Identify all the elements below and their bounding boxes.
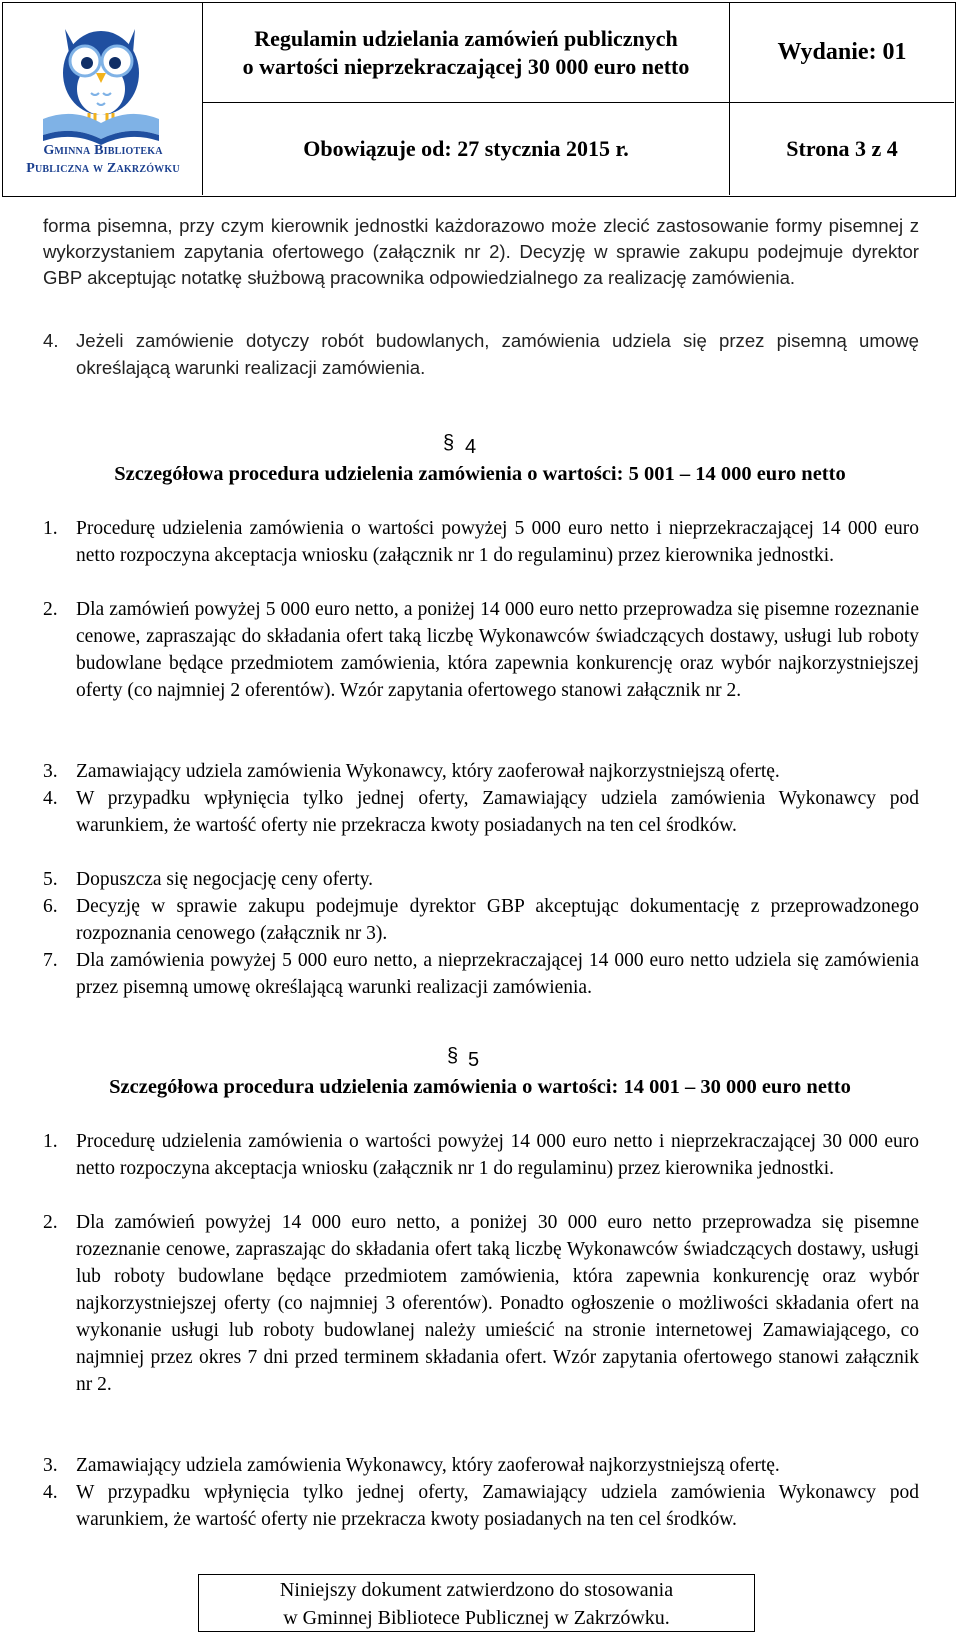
list-item bbox=[43, 866, 919, 893]
section-number: 4 bbox=[465, 436, 477, 458]
item-number: 4. bbox=[43, 1482, 58, 1503]
item-text: Procedurę udzielenia zamówienia o wartości powyżej 5 000 euro netto i nieprzekraczającej 14 000 euro netto rozpoczyna akceptacja wniosku (załącznik nr 1 do regulaminu) przez kierownika jednostki. bbox=[76, 518, 919, 566]
section-title: Szczegółowa procedura udzielenia zamówienia o wartości: 5 001 – 14 000 euro netto bbox=[114, 463, 846, 485]
list-item bbox=[43, 1479, 919, 1533]
item-text: W przypadku wpłynięcia tylko jednej oferty, Zamawiający udziela zamówienia Wykonawcy pod warunkiem, że wartość oferty nie przekracza kwoty posiadanych na ten cel środków. bbox=[76, 1482, 919, 1530]
logo-cell bbox=[3, 3, 203, 195]
item-number: 1. bbox=[43, 1131, 58, 1152]
item-text: Decyzję w sprawie zakupu podejmuje dyrektor GBP akceptując dokumentację z przeprowadzonego rozpoznania cenowego (załącznik nr 3). bbox=[76, 896, 919, 944]
item-number: 5. bbox=[43, 869, 58, 890]
section-symbol: § bbox=[447, 1045, 459, 1067]
logo-text-line1: Gminna Biblioteka bbox=[43, 143, 163, 158]
item-number: 3. bbox=[43, 1455, 58, 1476]
list-item bbox=[43, 893, 919, 947]
item-text: Jeżeli zamówienie dotyczy robót budowlanych, zamówienia udziela się przez pisemną umowę określającą warunki realizacji zamówienia. bbox=[76, 330, 919, 378]
item-number: 1. bbox=[43, 518, 58, 539]
item-number: 6. bbox=[43, 896, 58, 917]
owl-with-book-icon bbox=[3, 7, 203, 157]
logo-text-line2: Publiczna w Zakrzówku bbox=[26, 161, 180, 176]
list-item bbox=[43, 1452, 919, 1479]
item-number: 2. bbox=[43, 599, 58, 620]
continuation-paragraph: forma pisemna, przy czym kierownik jednostki każdorazowo może zlecić zastosowanie formy pisemnej z wykorzystaniem zapytania ofertowego (załącznik nr 2). Decyzję w sprawie zakupu podejmuje dyrektor GBP akceptując notatkę służbową pracownika odpowiedzialnego za realizację zamówienia. bbox=[43, 215, 919, 288]
list-item bbox=[43, 515, 919, 569]
item-text: Dla zamówień powyżej 14 000 euro netto, a poniżej 30 000 euro netto przeprowadza się pisemne rozeznanie cenowe, zapraszając do składania ofert taką liczbę Wykonawców świadczących dostawy, usługi lub roboty budowlane będące przedmiotem zamówienia, która zapewnia konkurencję oraz wybór najkorzystniejszej oferty (co najmniej 3 oferentów). Ponadto ogłoszenie o możliwości składania ofert na wykonanie usługi lub roboty budowlanej należy umieścić na stronie internetowej Zamawiającego, co najmniej przez okres 7 dni przed terminem składania ofert. Wzór zapytania ofertowego stanowi załącznik nr 2. bbox=[76, 1212, 919, 1395]
title-line2: o wartości nieprzekraczającej 30 000 euro netto bbox=[242, 53, 690, 79]
list-item bbox=[43, 947, 919, 1001]
list-item bbox=[43, 758, 919, 785]
item-text: Dopuszcza się negocjację ceny oferty. bbox=[76, 869, 374, 890]
title-line1: Regulamin udzielania zamówień publicznych bbox=[254, 25, 678, 51]
item-number: 4. bbox=[43, 330, 59, 351]
item-text: Procedurę udzielenia zamówienia o wartości powyżej 14 000 euro netto i nieprzekraczającej 30 000 euro netto rozpoczyna akceptacja wniosku (załącznik nr 1 do regulaminu) przez kierownika jednostki. bbox=[76, 1131, 919, 1179]
list-item bbox=[43, 596, 919, 704]
footer-line2: w Gminnej Bibliotece Publicznej w Zakrzówku. bbox=[283, 1607, 670, 1629]
section-number: 5 bbox=[468, 1049, 480, 1071]
item-text: W przypadku wpłynięcia tylko jednej oferty, Zamawiający udziela zamówienia Wykonawcy pod warunkiem, że wartość oferty nie przekracza kwoty posiadanych na ten cel środków. bbox=[76, 788, 919, 836]
document-header bbox=[2, 2, 956, 197]
item-number: 2. bbox=[43, 1212, 58, 1233]
effective-date: Obowiązuje od: 27 stycznia 2015 r. bbox=[203, 103, 730, 195]
item-number: 3. bbox=[43, 761, 58, 782]
list-item bbox=[43, 327, 919, 381]
item-text: Zamawiający udziela zamówienia Wykonawcy, który zaoferował najkorzystniejszą ofertę. bbox=[76, 1455, 780, 1476]
item-number: 4. bbox=[43, 788, 58, 809]
page-number: Strona 3 z 4 bbox=[786, 136, 898, 161]
list-item bbox=[43, 1128, 919, 1182]
footer-line1: Niniejszy dokument zatwierdzono do stosowania bbox=[279, 1579, 674, 1601]
item-text: Dla zamówień powyżej 5 000 euro netto, a poniżej 14 000 euro netto przeprowadza się pisemne rozeznanie cenowe, zapraszając do składania ofert taką liczbę Wykonawców świadczących dostawy, usługi lub roboty budowlane będące przedmiotem zamówienia, która zapewnia konkurencję oraz wybór najkorzystniejszej oferty (co najmniej 2 oferentów). Wzór zapytania ofertowego stanowi załącznik nr 2. bbox=[76, 599, 919, 701]
list-item bbox=[43, 785, 919, 839]
section-title: Szczegółowa procedura udzielenia zamówienia o wartości: 14 001 – 30 000 euro netto bbox=[109, 1076, 851, 1098]
edition-label: Wydanie: 01 bbox=[730, 3, 954, 103]
section-symbol: § bbox=[443, 432, 455, 454]
approval-footer bbox=[198, 1574, 755, 1632]
item-text: Dla zamówienia powyżej 5 000 euro netto, a nieprzekraczającej 14 000 euro netto udziela się zamówienia przez pisemną umowę określającą warunki realizacji zamówienia. bbox=[76, 950, 919, 998]
header-title bbox=[203, 3, 730, 103]
list-item bbox=[43, 1209, 919, 1398]
item-number: 7. bbox=[43, 950, 58, 971]
item-text: Zamawiający udziela zamówienia Wykonawcy, który zaoferował najkorzystniejszą ofertę. bbox=[76, 761, 780, 782]
